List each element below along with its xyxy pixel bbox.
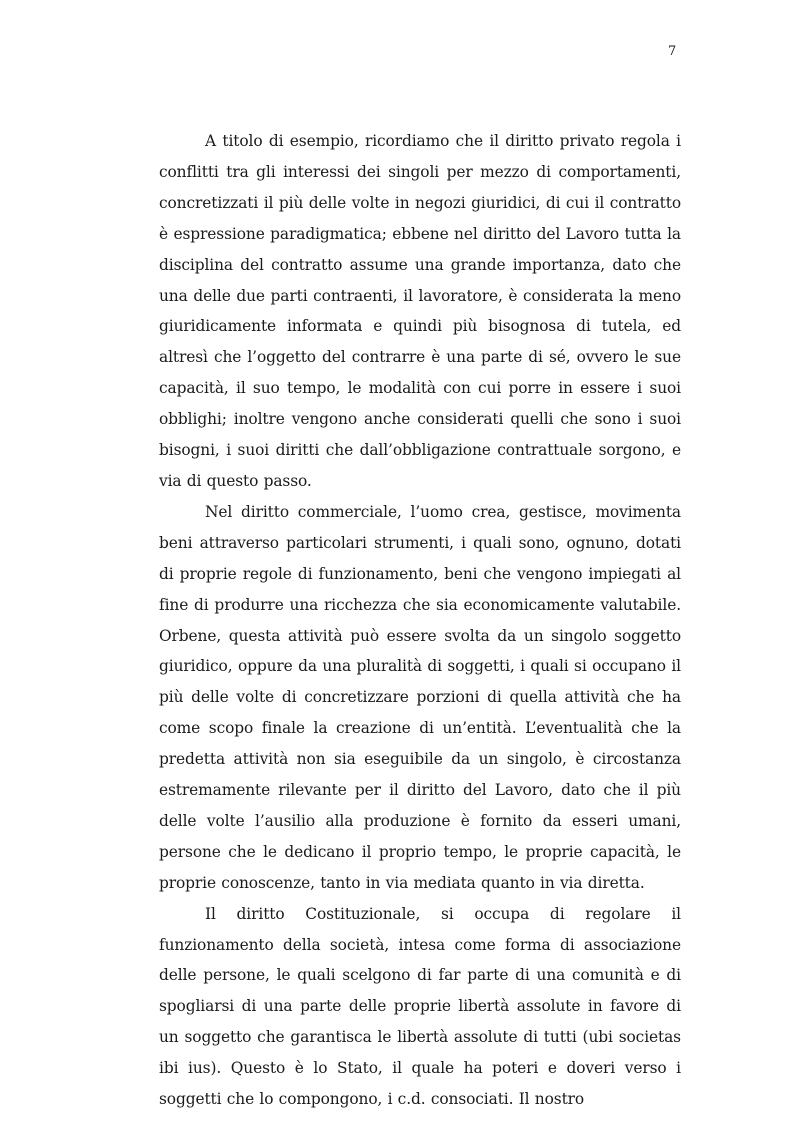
paragraph-private-law: A titolo di esempio, ricordiamo che il diritto privato regola i conflitti tra gli interessi dei singoli per mezzo di comportamenti, concretizzati il più delle volte in negozi giuridici, di cui il contratto è espressione paradigmatica; ebbene nel diritto del Lavoro tutta la disciplina del contratto assume una grande importanza, dato che una delle due parti contraenti, il lavoratore, è considerata la meno giuridicamente informata e quindi più bisognosa di tutela, ed altresì che l’oggetto del contrarre è una parte di sé, ovvero le sue capacità, il suo tempo, le modalità con cui porre in essere i suoi obblighi; inoltre vengono anche considerati quelli che sono i suoi bisogni, i suoi diritti che dall’obbligazione contrattuale sorgono, e via di questo passo. — [159, 132, 681, 490]
body-text — [159, 126, 681, 1115]
paragraph-constitutional-law: Il diritto Costituzionale, si occupa di regolare il funzionamento della società, intesa come forma di associazione delle persone, le quali scelgono di far parte di una comunità e di spogliarsi di una parte delle proprie libertà assolute in favore di un soggetto che garantisca le libertà assolute di tutti (ubi societas ibi ius). Questo è lo Stato, il quale ha poteri e doveri verso i soggetti che lo compongono, i c.d. consociati. Il nostro — [159, 904, 681, 1109]
page-number: 7 — [668, 44, 677, 59]
paragraph-commercial-law: Nel diritto commerciale, l’uomo crea, gestisce, movimenta beni attraverso particolari strumenti, i quali sono, ognuno, dotati di proprie regole di funzionamento, beni che vengono impiegati al fine di produrre una ricchezza che sia economicamente valutabile. Orbene, questa attività può essere svolta da un singolo soggetto giuridico, oppure da una pluralità di soggetti, i quali si occupano il più delle volte di concretizzare porzioni di quella attività che ha come scopo finale la creazione di un’entità. L’eventualità che la predetta attività non sia eseguibile da un singolo, è circostanza estremamente rilevante per il diritto del Lavoro, dato che il più delle volte l’ausilio alla produzione è fornito da esseri umani, persone che le dedicano il proprio tempo, le proprie capacità, le proprie conoscenze, tanto in via mediata quanto in via diretta. — [159, 502, 681, 892]
